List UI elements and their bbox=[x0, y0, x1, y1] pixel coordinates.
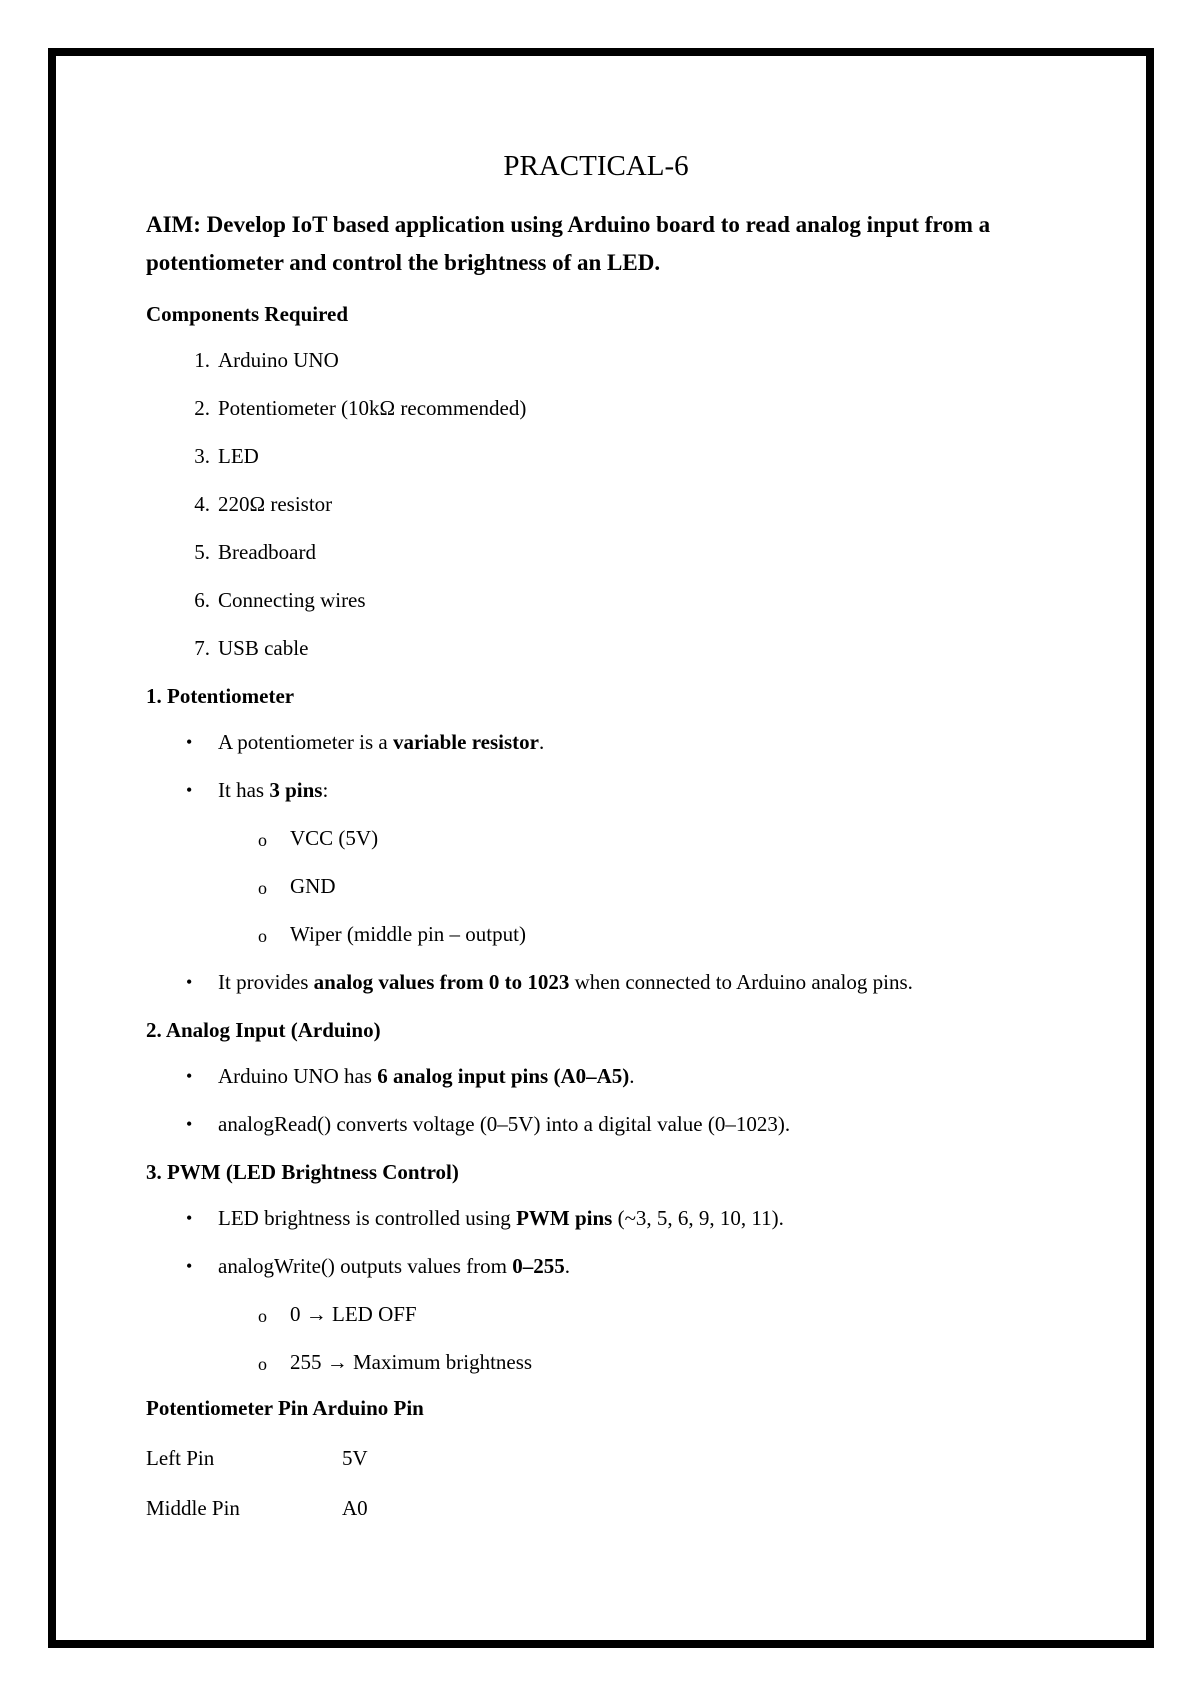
page-title: PRACTICAL-6 bbox=[503, 150, 689, 182]
list-item: • It has 3 pins: o VCC (5V) o GND o Wiper (middle pin – output) bbox=[146, 776, 1046, 948]
circle-bullet-icon: o bbox=[258, 1306, 267, 1326]
list-item: 3. LED bbox=[194, 444, 259, 468]
bullet-icon: • bbox=[186, 1114, 193, 1134]
list-item: 7. USB cable bbox=[194, 636, 309, 660]
list-item: 1. Arduino UNO bbox=[194, 348, 339, 372]
bullet-icon: • bbox=[186, 780, 193, 800]
list-item: • LED brightness is controlled using PWM pins (~3, 5, 6, 9, 10, 11). bbox=[186, 1206, 784, 1230]
list-item: 2. Potentiometer (10kΩ recommended) bbox=[194, 396, 527, 420]
pwm-sublist bbox=[218, 1300, 1046, 1376]
list-item: 5. Breadboard bbox=[194, 540, 316, 564]
table-row: Middle Pin A0 bbox=[146, 1496, 368, 1520]
circle-bullet-icon: o bbox=[258, 926, 267, 946]
components-list bbox=[146, 346, 1046, 662]
list-item: • It provides analog values from 0 to 1023 when connected to Arduino analog pins. bbox=[186, 970, 913, 994]
sub-list-item: o GND bbox=[218, 872, 1046, 900]
pin-table-header: Potentiometer Pin Arduino Pin bbox=[146, 1396, 424, 1420]
sub-list-item: o 255 → Maximum brightness bbox=[218, 1348, 1046, 1376]
circle-bullet-icon: o bbox=[258, 830, 267, 850]
pwm-heading: 3. PWM (LED Brightness Control) bbox=[146, 1160, 459, 1184]
analog-input-heading: 2. Analog Input (Arduino) bbox=[146, 1018, 381, 1042]
bullet-icon: • bbox=[186, 1208, 193, 1228]
components-heading: Components Required bbox=[146, 302, 349, 326]
list-item: • Arduino UNO has 6 analog input pins (A0–A5). bbox=[186, 1064, 635, 1088]
analog-input-list bbox=[146, 1062, 1046, 1138]
list-item: 4. 220Ω resistor bbox=[194, 492, 333, 516]
list-item: 6. Connecting wires bbox=[194, 588, 366, 612]
document-body bbox=[146, 146, 1046, 1544]
bullet-icon: • bbox=[186, 1256, 193, 1276]
bullet-icon: • bbox=[186, 732, 193, 752]
aim-statement: AIM: Develop IoT based application using Arduino board to read analog input from a potentiometer and control the brightness of an LED. bbox=[146, 212, 991, 275]
bullet-icon: • bbox=[186, 1066, 193, 1086]
pin-table bbox=[146, 1394, 1046, 1522]
circle-bullet-icon: o bbox=[258, 878, 267, 898]
table-row: Left Pin 5V bbox=[146, 1446, 368, 1470]
potentiometer-heading: 1. Potentiometer bbox=[146, 684, 295, 708]
list-item: • analogWrite() outputs values from 0–255. o 0 → LED OFF o 255 → Maximum brightness bbox=[146, 1252, 1046, 1376]
circle-bullet-icon: o bbox=[258, 1354, 267, 1374]
bullet-icon: • bbox=[186, 972, 193, 992]
list-item: • A potentiometer is a variable resistor. bbox=[186, 730, 545, 754]
sub-list-item: o 0 → LED OFF bbox=[218, 1300, 1046, 1328]
sub-list-item: o Wiper (middle pin – output) bbox=[218, 920, 1046, 948]
pin-sublist bbox=[218, 824, 1046, 948]
sub-list-item: o VCC (5V) bbox=[218, 824, 1046, 852]
potentiometer-list bbox=[146, 728, 1046, 996]
list-item: • analogRead() converts voltage (0–5V) into a digital value (0–1023). bbox=[186, 1112, 791, 1136]
pwm-list bbox=[146, 1204, 1046, 1376]
